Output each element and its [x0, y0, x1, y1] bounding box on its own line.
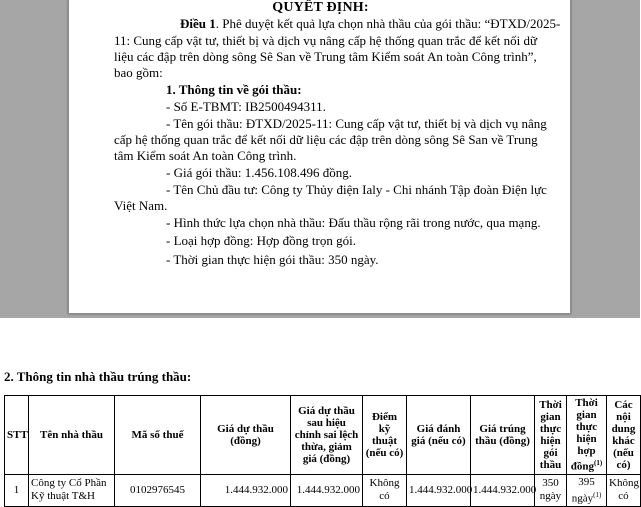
cell-evaluated-price: 1.444.932.000	[407, 474, 471, 507]
footnote-marker: (1)	[593, 490, 602, 499]
duration: - Thời gian thực hiện gói thầu: 350 ngày.	[166, 252, 379, 267]
header-other: Các nội dung khác (nếu có)	[607, 396, 641, 475]
cell-contractor: Công ty Cổ Phần Kỹ thuật T&H	[29, 474, 115, 507]
header-evaluated-price: Giá đánh giá (nếu có)	[407, 396, 471, 475]
scanned-document-page	[68, 0, 571, 314]
cell-winning-price: 1.444.932.000	[471, 474, 535, 507]
article1-label: Điều 1	[180, 16, 216, 31]
cell-contract-duration: 395 ngày$^{(1)}$	[567, 474, 607, 507]
tbmt-number: - Số E-TBMT: IB2500494311.	[166, 99, 326, 114]
section1-title: 1. Thông tin về gói thầu:	[166, 82, 302, 97]
header-corrected-price: Giá dự thầu sau hiệu chỉnh sai lệch thừa, giảm giá (đồng)	[291, 396, 363, 475]
header-stt: STT	[5, 396, 29, 475]
header-contract-duration: Thời gian thực hiện hợp đồng$^{(1)}$	[567, 396, 607, 475]
package-name-line2: cấp hệ thống quan trắc để kết nối dữ liệu các đập trên dòng sông Sê San về Trung	[114, 132, 538, 147]
contract-type: - Loại hợp đồng: Hợp đồng trọn gói.	[166, 233, 356, 248]
decision-heading: QUYẾT ĐỊNH:	[272, 0, 369, 15]
header-winning-price: Giá trúng thầu (đồng)	[471, 396, 535, 475]
article1-line3: liệu các đập trên dòng sông Sê San về Trung tâm Kiểm soát An toàn Công trình”,	[114, 49, 537, 64]
header-tax-code: Mã số thuế	[115, 396, 201, 475]
header-package-duration: Thời gian thực hiện gói thầu	[535, 396, 567, 475]
selection-method: - Hình thức lựa chọn nhà thầu: Đấu thầu rộng rãi trong nước, qua mạng.	[166, 215, 541, 230]
footnote-marker: (1)	[594, 459, 603, 467]
package-name-line1: - Tên gói thầu: ĐTXD/2025-11: Cung cấp vật tư, thiết bị và dịch vụ nâng	[166, 116, 547, 131]
cell-stt: 1	[5, 474, 29, 507]
winning-contractor-table	[4, 395, 641, 507]
article1-line2: 11: Cung cấp vật tư, thiết bị và dịch vụ nâng cấp hệ thống quan trắc để kết nối dữ	[114, 33, 538, 48]
header-contractor: Tên nhà thầu	[29, 396, 115, 475]
article1-line1: Điều 1. Phê duyệt kết quả lựa chọn nhà thầu của gói thầu: “ĐTXD/2025-	[180, 16, 561, 31]
cell-tech-score: Không có	[363, 474, 407, 507]
cell-corrected-price: 1.444.932.000	[291, 474, 363, 507]
article1-line4: bao gồm:	[114, 65, 163, 80]
investor-line2: Việt Nam.	[114, 198, 168, 213]
cell-package-duration: 350 ngày	[535, 474, 567, 507]
package-name-line3: tâm Kiểm soát An toàn Công trình.	[114, 148, 297, 163]
package-price: - Giá gói thầu: 1.456.108.496 đồng.	[166, 165, 352, 180]
table-header-row	[5, 396, 641, 475]
header-tech-score: Điểm kỹ thuật (nếu có)	[363, 396, 407, 475]
cell-tax-code: 0102976545	[115, 474, 201, 507]
section2-title: 2. Thông tin nhà thầu trúng thầu:	[4, 369, 192, 384]
table-row	[5, 474, 641, 507]
cell-bid-price: 1.444.932.000	[201, 474, 291, 507]
cell-other: Không có	[607, 474, 641, 507]
header-bid-price: Giá dự thầu (đồng)	[201, 396, 291, 475]
investor-line1: - Tên Chủ đầu tư: Công ty Thủy điện Ialy - Chi nhánh Tập đoàn Điện lực	[166, 182, 547, 197]
